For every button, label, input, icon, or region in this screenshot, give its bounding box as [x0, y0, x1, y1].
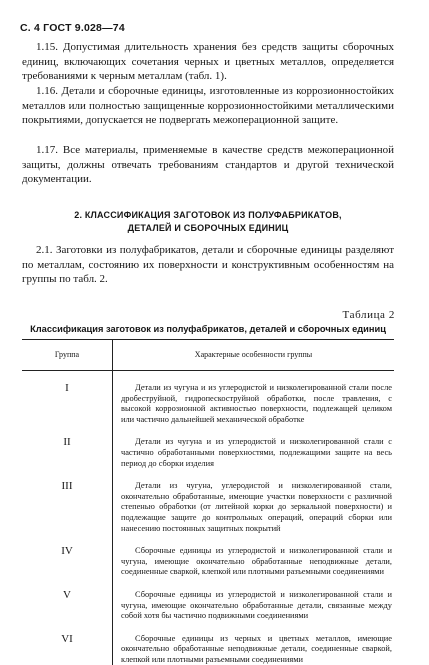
page-header: С. 4 ГОСТ 9.028—74	[20, 22, 125, 34]
group-number: V	[22, 578, 113, 622]
table-row	[22, 622, 394, 665]
group-description: Детали из чугуна и из углеродистой и низколегированной стали после дробеструйной, гидропескоструйной обработки, после травления, с высокой коррозионной активностью поверхности, подлежащей целиком или частично дальнейшей механической обработке	[121, 383, 392, 424]
paragraph-1-17: 1.17. Все материалы, применяемые в качестве средств межоперационной защиты, должны отвечать требованиям стандартов и другой технической документации.	[22, 144, 394, 186]
header-group: Группа	[22, 340, 113, 371]
group-description: Сборочные единицы из черных и цветных металлов, имеющие окончательно обработанные неподвижные детали, соединенные сваркой, клепкой или плотными разъемными соединениями	[121, 633, 392, 664]
table-caption: Классификация заготовок из полуфабрикатов, деталей и сборочных единиц	[30, 324, 386, 334]
table-header-row	[22, 340, 394, 371]
group-number: VI	[22, 622, 113, 665]
group-number: II	[22, 425, 113, 469]
table-row	[22, 578, 394, 622]
table-row	[22, 425, 394, 469]
paragraph-1-16: 1.16. Детали и сборочные единицы, изготовленные из коррозионностойких металлов или полностью защищенные коррозионностойкими металлическими покрытиями, допускается не подвергать межоперационной защите.	[22, 85, 394, 127]
section-title-line-2: ДЕТАЛЕЙ И СБОРОЧНЫХ ЕДИНИЦ	[127, 223, 289, 233]
group-description: Детали из чугуна, углеродистой и низколегированной стали, окончательно обработанные, имеющие участки поверхности с различной степенью обработки (от литейной корки до зеркальной поверхности) и подлежащие защите до контрольных операций, операций сборки или нанесению постоянных защитных покрытий	[121, 481, 392, 533]
group-description: Детали из чугуна и из углеродистой и низколегированной стали с частично обработанными поверхностями, подлежащими защите на весь период до сборки изделия	[121, 437, 392, 468]
classification-table	[22, 339, 394, 665]
group-number: III	[22, 469, 113, 534]
section-title	[22, 209, 394, 235]
paragraph-2-1: 2.1. Заготовки из полуфабрикатов, детали и сборочные единицы разделяют по металлам, состоянию их поверхности и конструктивным особенностям на группы по табл. 2.	[22, 244, 394, 286]
table-row	[22, 469, 394, 534]
group-number: I	[22, 371, 113, 426]
header-features: Характерные особенности группы	[113, 340, 395, 371]
group-description: Сборочные единицы из углеродистой и низколегированной стали и чугуна, имеющие окончательно обработанные детали, связанные между собой хотя бы частично подвижными соединениями	[121, 589, 392, 621]
table-row	[22, 371, 394, 426]
table-row	[22, 534, 394, 578]
table-number: Таблица 2	[342, 309, 395, 321]
group-description: Сборочные единицы из углеродистой и низколегированной стали и чугуна, имеющие окончательно обработанные неподвижные детали, соединенные сваркой, клепкой или плотными разъемными соединениями	[121, 546, 392, 577]
section-title-line-1: 2. КЛАССИФИКАЦИЯ ЗАГОТОВОК ИЗ ПОЛУФАБРИКАТОВ,	[74, 210, 342, 220]
paragraph-1-15: 1.15. Допустимая длительность хранения без средств защиты сборочных единиц, включающих сочетания черных и цветных металлов, определяется требованиями к черным металлам (табл. 1).	[22, 41, 394, 83]
group-number: IV	[22, 534, 113, 578]
